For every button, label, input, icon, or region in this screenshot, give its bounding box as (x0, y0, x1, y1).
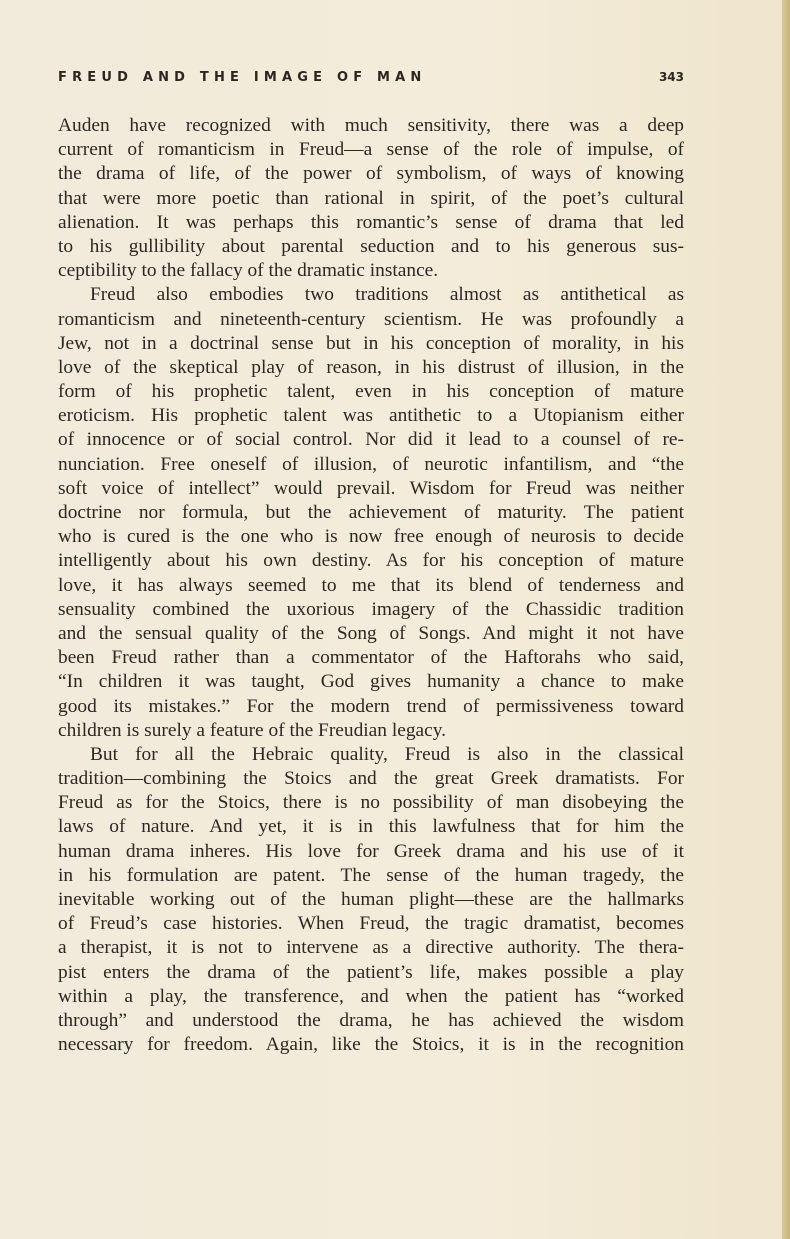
text-line: of Freud’s case histories. When Freud, the tragic dramatist, becomes (58, 913, 684, 935)
text-line: inevitable working out of the human plight—these are the hallmarks (58, 889, 684, 910)
text-line: good its mistakes.” For the modern trend of permissiveness toward (58, 695, 684, 717)
text-line: through” and understood the drama, he has achieved the wisdom (58, 1009, 684, 1031)
text-line: romanticism and nineteenth-century scientism. He was profoundly a (58, 308, 684, 330)
text-line: But for all the Hebraic quality, Freud is also in the classical (90, 743, 684, 765)
page-number: 343 (658, 70, 684, 84)
paragraph (58, 114, 684, 283)
body-text (58, 114, 684, 1057)
text-line: love of the skeptical play of reason, in his distrust of illusion, in the (58, 356, 684, 378)
text-line: within a play, the transference, and when the patient has “worked (58, 985, 684, 1007)
page-edge (782, 0, 790, 1239)
text-line: current of romanticism in Freud—a sense of the role of impulse, of (58, 139, 684, 161)
text-line: been Freud rather than a commentator of the Haftorahs who said, (58, 647, 684, 669)
text-line: eroticism. His prophetic talent was antithetic to a Utopianism either (58, 405, 684, 427)
text-line: nunciation. Free oneself of illusion, of neurotic infantilism, and “the (58, 453, 684, 475)
text-line: Auden have recognized with much sensitivity, there was a deep (58, 115, 684, 136)
text-line: the drama of life, of the power of symbolism, of ways of knowing (58, 163, 684, 185)
paragraph (58, 283, 684, 743)
text-line: intelligently about his own destiny. As for his conception of mature (58, 550, 684, 572)
text-line: “In children it was taught, God gives humanity a chance to make (58, 671, 684, 693)
text-line: to his gullibility about parental seduction and to his generous sus- (58, 235, 684, 257)
text-line: of innocence or of social control. Nor did it lead to a counsel of re- (58, 429, 684, 451)
text-line: doctrine nor formula, but the achievement of maturity. The patient (58, 502, 684, 523)
text-line: that were more poetic than rational in spirit, of the poet’s cultural (58, 187, 684, 209)
paragraph (58, 743, 684, 1057)
text-line: love, it has always seemed to me that its blend of tenderness and (58, 574, 684, 596)
text-line: in his formulation are patent. The sense of the human tragedy, the (58, 864, 684, 886)
text-line: form of his prophetic talent, even in his conception of mature (58, 381, 684, 403)
text-line: human drama inheres. His love for Greek drama and his use of it (58, 840, 684, 862)
text-line: who is cured is the one who is now free enough of neurosis to decide (58, 526, 684, 548)
text-line: pist enters the drama of the patient’s life, makes possible a play (58, 961, 684, 983)
text-line: alienation. It was perhaps this romantic’s sense of drama that led (58, 211, 684, 233)
text-line: necessary for freedom. Again, like the Stoics, it is in the recognition (58, 1034, 684, 1056)
text-line: children is surely a feature of the Freudian legacy. (58, 719, 447, 741)
running-title: FREUD AND THE IMAGE OF MAN (58, 70, 427, 85)
text-line: Freud also embodies two traditions almost as antithetical as (90, 284, 684, 306)
text-line: Freud as for the Stoics, there is no possibility of man disobeying the (58, 792, 684, 814)
text-line: and the sensual quality of the Song of Songs. And might it not have (58, 622, 684, 644)
text-line: laws of nature. And yet, it is in this lawfulness that for him the (58, 816, 684, 838)
text-line: a therapist, it is not to intervene as a directive authority. The thera- (58, 937, 684, 959)
running-head (58, 70, 684, 90)
text-line: ceptibility to the fallacy of the dramatic instance. (58, 260, 439, 282)
text-line: tradition—combining the Stoics and the great Greek dramatists. For (58, 768, 684, 790)
text-line: soft voice of intellect” would prevail. Wisdom for Freud was neither (58, 477, 684, 499)
text-line: sensuality combined the uxorious imagery of the Chassidic tradition (58, 598, 684, 620)
text-line: Jew, not in a doctrinal sense but in his conception of morality, in his (58, 332, 684, 354)
